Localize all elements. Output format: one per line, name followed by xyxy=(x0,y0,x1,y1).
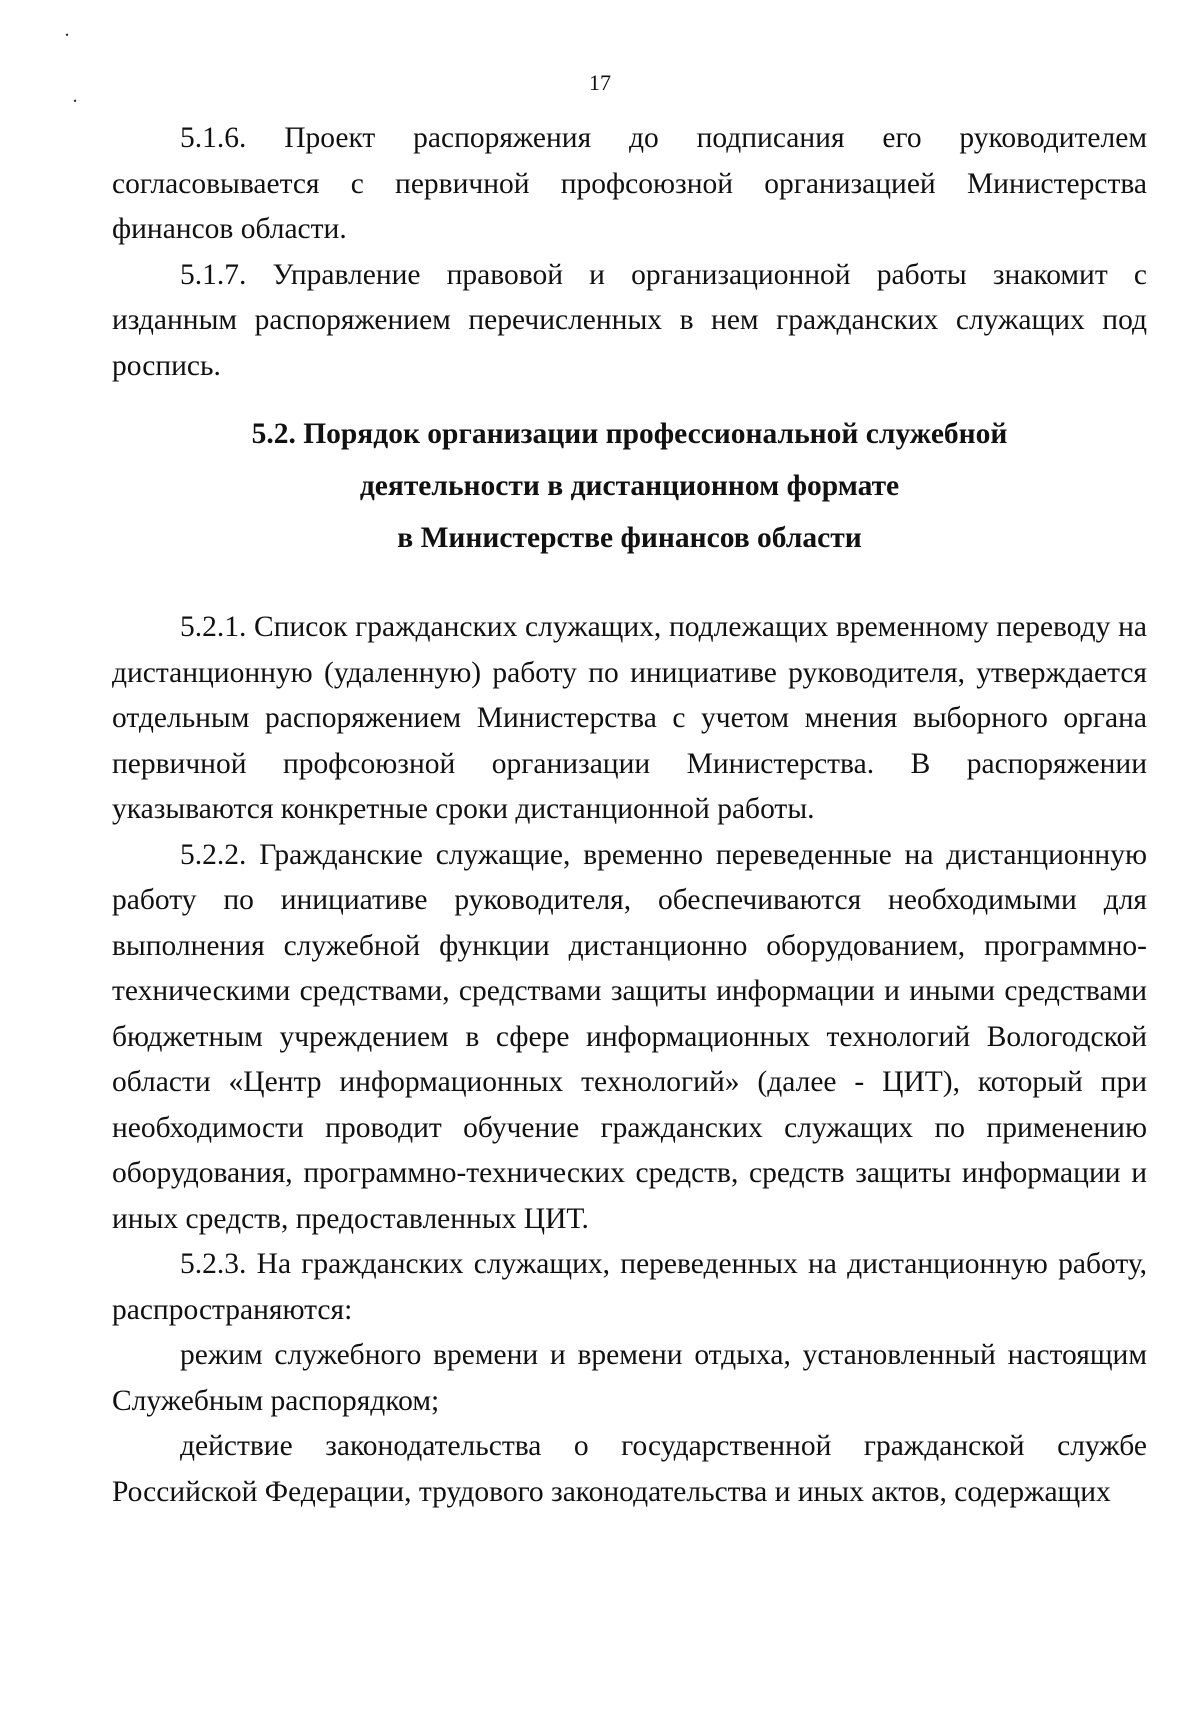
section-heading-5-2 xyxy=(112,408,1147,564)
section-heading-line: деятельности в дистанционном формате xyxy=(359,470,900,502)
paragraph-5-2-1: 5.2.1. Список гражданских служащих, подлежащих временному переводу на дистанционную (удаленную) работу по инициативе руководителя, утверждается отдельным распоряжением Министерства с учетом мнения выборного органа первичной профсоюзной организации Министерства. В распоряжении указываются конкретные сроки дистанционной работы. xyxy=(112,611,1147,825)
page-number: 17 xyxy=(589,70,611,95)
paragraph-legislation: действие законодательства о государственной гражданской службе Российской Федерации, трудового законодательства и иных актов, содержащих xyxy=(112,1430,1147,1508)
section-heading-line: в Министерстве финансов области xyxy=(397,522,862,554)
paragraph-5-1-6: 5.1.6. Проект распоряжения до подписания его руководителем согласовывается с первичной профсоюзной организацией Министерства финансов области. xyxy=(112,122,1147,245)
text-block-top xyxy=(112,116,1147,389)
scan-artifact-mark: ˙ xyxy=(67,93,80,120)
section-heading-line: 5.2. Порядок организации профессиональной служебной xyxy=(251,418,1008,450)
text-block-bottom xyxy=(112,605,1147,1515)
paragraph-5-2-3: 5.2.3. На гражданских служащих, переведенных на дистанционную работу, распространяются: xyxy=(112,1248,1147,1326)
paragraph-5-1-7: 5.1.7. Управление правовой и организационной работы знакомит с изданным распоряжением перечисленных в нем гражданских служащих под роспись. xyxy=(112,258,1147,382)
paragraph-work-regime: режим служебного времени и времени отдыха, установленный настоящим Служебным распорядком; xyxy=(112,1339,1147,1417)
scan-artifact-mark: ˙ xyxy=(59,27,72,54)
paragraph-5-2-2: 5.2.2. Гражданские служащие, временно переведенные на дистанционную работу по инициативе руководителя, обеспечиваются необходимыми для выполнения служебной функции дистанционно оборудованием, программно-техническими средствами, средствами защиты информации и иными средствами бюджетным учреждением в сфере информационных технологий Вологодской области «Центр информационных технологий» (далее - ЦИТ), который при необходимости проводит обучение гражданских служащих по применению оборудования, программно-технических средств, средств защиты информации и иных средств, предоставленных ЦИТ. xyxy=(112,838,1147,1235)
